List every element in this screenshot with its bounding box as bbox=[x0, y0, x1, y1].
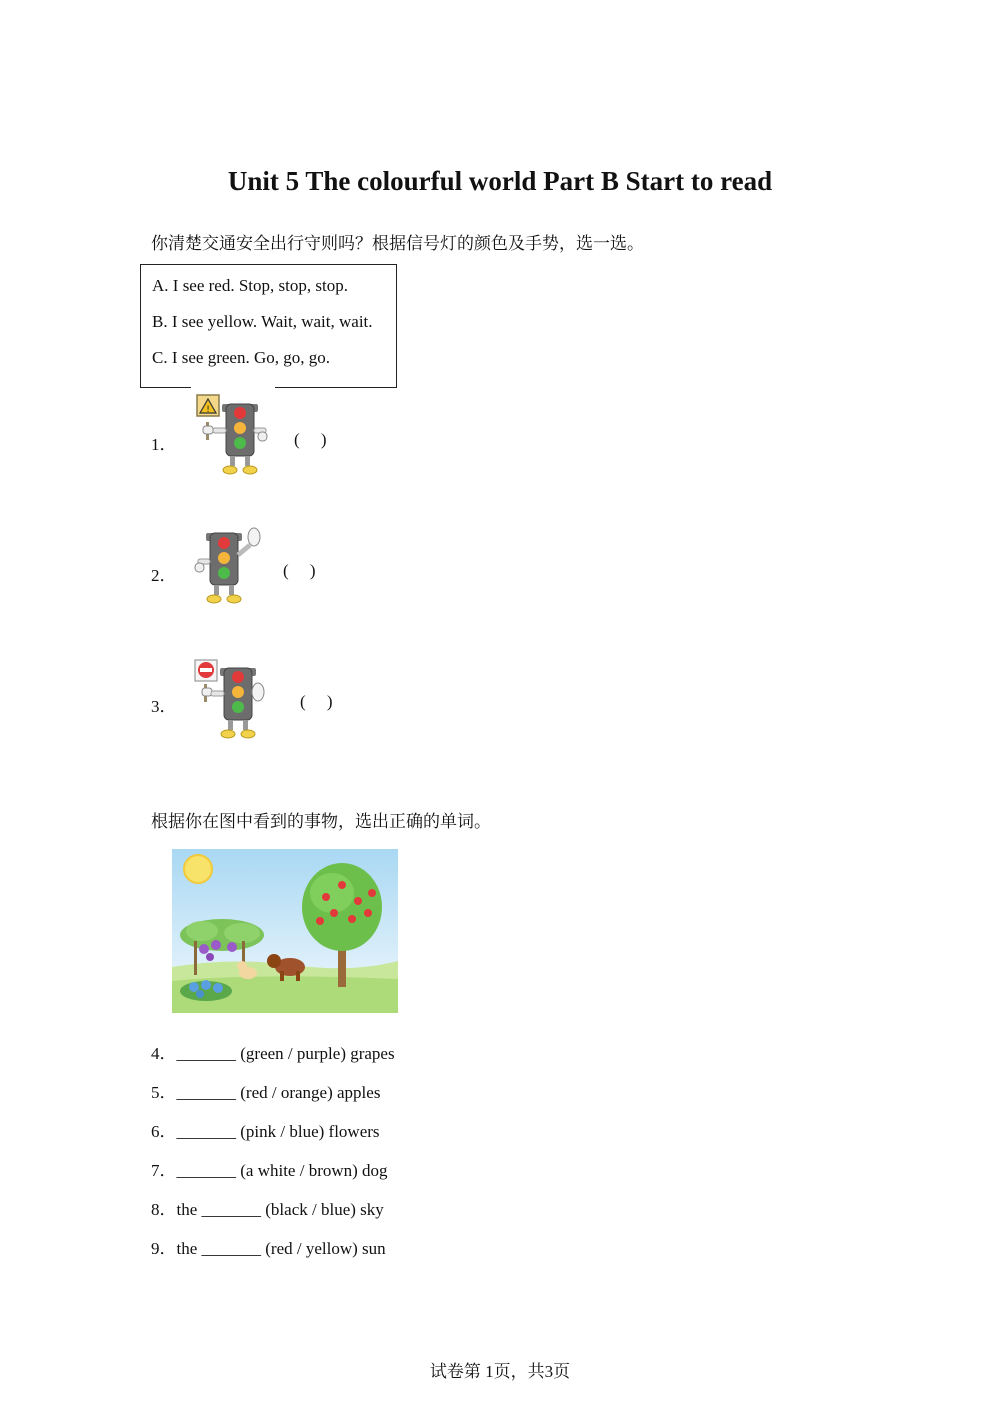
fill-item-7: 7．_______ (a white / brown) dog bbox=[151, 1161, 388, 1180]
fill-item-4: 4．_______ (green / purple) grapes bbox=[151, 1044, 395, 1063]
traffic-light-waving-icon bbox=[192, 523, 272, 609]
question-3-number: 3． bbox=[151, 697, 177, 716]
fill-item-8-text[interactable]: the _______ (black / blue) sky bbox=[176, 1200, 384, 1219]
fill-item-6: 6．_______ (pink / blue) flowers bbox=[151, 1122, 380, 1141]
fill-item-5-text[interactable]: _______ (red / orange) apples bbox=[176, 1083, 381, 1102]
traffic-light-warning-sign-icon bbox=[192, 392, 272, 480]
question-3-answer-blank[interactable]: ( ) bbox=[300, 692, 333, 711]
section1-instruction: 你清楚交通安全出行守则吗？根据信号灯的颜色及手势，选一选。 bbox=[151, 234, 644, 254]
fill-item-9: 9．the _______ (red / yellow) sun bbox=[151, 1239, 386, 1258]
fill-item-4-text[interactable]: _______ (green / purple) grapes bbox=[176, 1044, 395, 1063]
garden-scene-icon bbox=[172, 849, 398, 1013]
question-2-number: 2． bbox=[151, 566, 177, 585]
fill-item-6-text[interactable]: _______ (pink / blue) flowers bbox=[176, 1122, 380, 1141]
section2-instruction: 根据你在图中看到的事物，选出正确的单词。 bbox=[151, 812, 491, 832]
question-1-answer-blank[interactable]: ( ) bbox=[294, 430, 327, 449]
option-a: A. I see red. Stop, stop, stop. bbox=[152, 276, 348, 295]
fill-item-9-text[interactable]: the _______ (red / yellow) sun bbox=[176, 1239, 386, 1258]
question-2-answer-blank[interactable]: ( ) bbox=[283, 561, 316, 580]
option-b: B. I see yellow. Wait, wait, wait. bbox=[152, 312, 373, 331]
svg-text:!: ! bbox=[206, 405, 210, 415]
page-title: Unit 5 The colourful world Part B Start to read bbox=[227, 166, 773, 196]
options-box bbox=[140, 264, 397, 388]
page-footer: 试卷第 1页，共3页 bbox=[429, 1362, 571, 1381]
fill-item-7-text[interactable]: _______ (a white / brown) dog bbox=[176, 1161, 388, 1180]
fill-item-8: 8．the _______ (black / blue) sky bbox=[151, 1200, 384, 1219]
traffic-light-stop-sign-icon bbox=[192, 656, 272, 744]
question-1-number: 1． bbox=[151, 435, 177, 454]
fill-item-5: 5．_______ (red / orange) apples bbox=[151, 1083, 381, 1102]
option-c: C. I see green. Go, go, go. bbox=[152, 348, 330, 367]
